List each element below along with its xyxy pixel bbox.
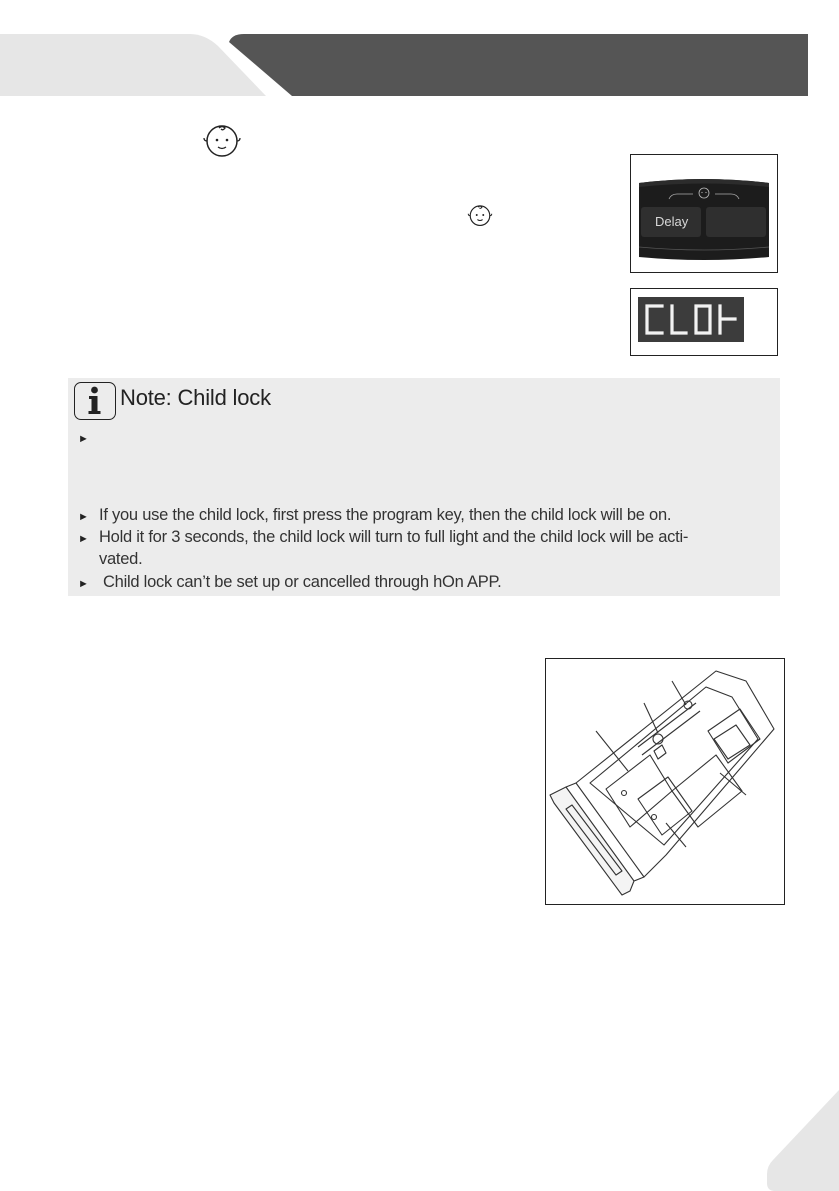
page-corner-tab bbox=[767, 1090, 839, 1191]
bullet-marker: ► bbox=[78, 578, 89, 590]
delay-button-label: Delay bbox=[655, 214, 689, 229]
note-bullet-3-continued: vated. bbox=[99, 550, 143, 568]
baby-face-icon bbox=[465, 202, 495, 228]
lcd-segment-text bbox=[638, 297, 744, 342]
page-header bbox=[0, 0, 839, 110]
control-panel-image bbox=[630, 154, 778, 273]
note-bullet-3: Hold it for 3 seconds, the child lock will turn to full light and the child lock will be acti- bbox=[99, 528, 689, 546]
display-image bbox=[630, 288, 778, 356]
control-panel-drawing bbox=[631, 155, 777, 272]
bullet-marker: ► bbox=[78, 511, 89, 523]
info-i-icon bbox=[74, 382, 116, 420]
header-light-tab bbox=[0, 34, 266, 96]
detergent-drawer-drawing bbox=[546, 659, 784, 904]
lcd-display bbox=[638, 297, 744, 342]
note-bullet-4: Child lock can’t be set up or cancelled through hOn APP. bbox=[103, 573, 502, 591]
note-bullet-2: If you use the child lock, first press the program key, then the child lock will be on. bbox=[99, 506, 672, 524]
detergent-drawer-image bbox=[545, 658, 785, 905]
bullet-marker: ► bbox=[78, 433, 89, 445]
note-box bbox=[68, 378, 780, 596]
note-title: Note: Child lock bbox=[120, 385, 271, 410]
baby-face-icon bbox=[199, 122, 245, 158]
header-dark-tab bbox=[229, 34, 808, 96]
bullet-marker: ► bbox=[78, 533, 89, 545]
